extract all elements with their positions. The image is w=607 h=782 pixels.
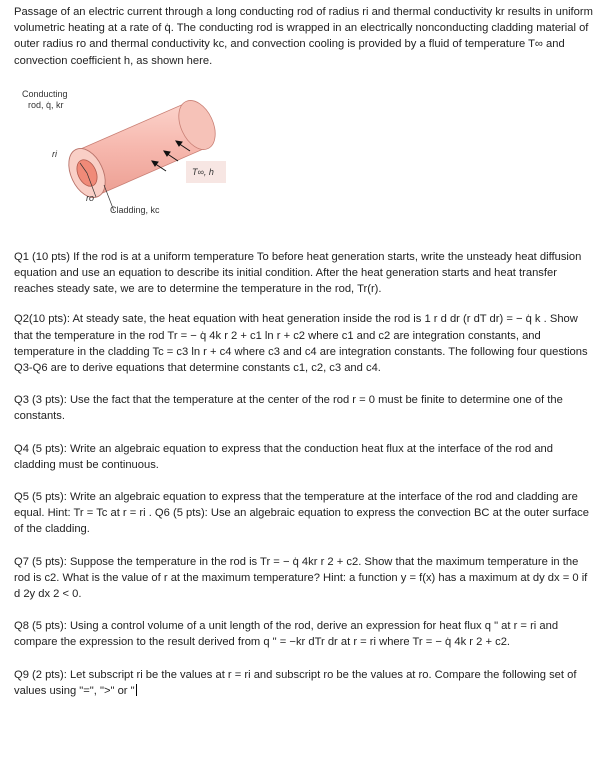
document-body — [14, 4, 596, 699]
question-q1: Q1 (10 pts) If the rod is at a uniform temperature To before heat generation starts, write the unsteady heat diffusion equation and use an equation to describe its initial condition. After the heat generation starts and heat transfer reaches steady sate, we are to determine the temperature in the rod, Tr(r). — [14, 250, 582, 296]
question-q8: Q8 (5 pts): Using a control volume of a unit length of the rod, derive an expression for heat flux q " at r = ri and compare the expression to the result derived from q " = −kr dTr dr at r = ri where Tr = − q̇ 4k r 2 + c2. — [14, 620, 559, 649]
rod-label-line2: rod, q̇, kr — [28, 99, 64, 110]
question-q9-text: Q9 (2 pts): Let subscript ri be the values at r = ri and subscript ro be the values at ro. Compare the following set of values using "=", ">" or " — [14, 668, 577, 697]
rod-cladding-figure — [18, 89, 248, 219]
question-q5: Q5 (5 pts): Write an algebraic equation to express that the temperature at the interface of the rod and cladding are equal. Hint: Tr = Tc at r = ri . Q6 (5 pts): Use an algebraic equation to express the convection BC at the outer surface of the cladding. — [14, 491, 590, 536]
question-q9[interactable] — [14, 667, 596, 699]
rod-label-line1: Conducting — [22, 88, 68, 99]
question-q4: Q4 (5 pts): Write an algebraic equation to express that the conduction heat flux at the interface of the rod and cladding must be continuous. — [14, 442, 553, 471]
question-q2: Q2(10 pts): At steady sate, the heat equation with heat generation inside the rod is 1 r d dr (r dT dr) = − q̇ k . Show that the temperature in the rod Tr = − q̇ 4k r 2 + c1 ln r + c2 where c1 and c2 are integration constants, and temperature in the cladding Tc = c3 ln r + c4 where c3 and c4 are integration constants. The following four questions Q3-Q6 are to derive equations that determine constants c1, c2, c3 and c4. — [14, 313, 588, 375]
problem-statement: Passage of an electric current through a long conducting rod of radius ri and thermal conductivity kr results in uniform volumetric heating at a rate of q̇. The conducting rod is wrapped in an electrically nonconducting cladding material of outer radius ro and thermal conductivity kc, and convection cooling is provided by a fluid of temperature T∞ and convection coefficient h, as shown here. — [14, 6, 593, 67]
cladding-label: Cladding, kc — [110, 204, 160, 215]
fluid-temperature-label: T∞, h — [192, 166, 214, 177]
question-q3: Q3 (3 pts): Use the fact that the temperature at the center of the rod r = 0 must be finite to determine one of the constants. — [14, 394, 563, 423]
ro-label: ro — [86, 192, 95, 203]
text-cursor — [136, 684, 137, 696]
ri-label: ri — [52, 148, 57, 159]
question-q7: Q7 (5 pts): Suppose the temperature in the rod is Tr = − q̇ 4kr r 2 + c2. Show that the maximum temperature in the rod is c2. What is the value of r at the maximum temperature? Hint: a function y = f(x) has a maximum at dy dx = 0 if d 2y dx 2 < 0. — [14, 555, 588, 601]
